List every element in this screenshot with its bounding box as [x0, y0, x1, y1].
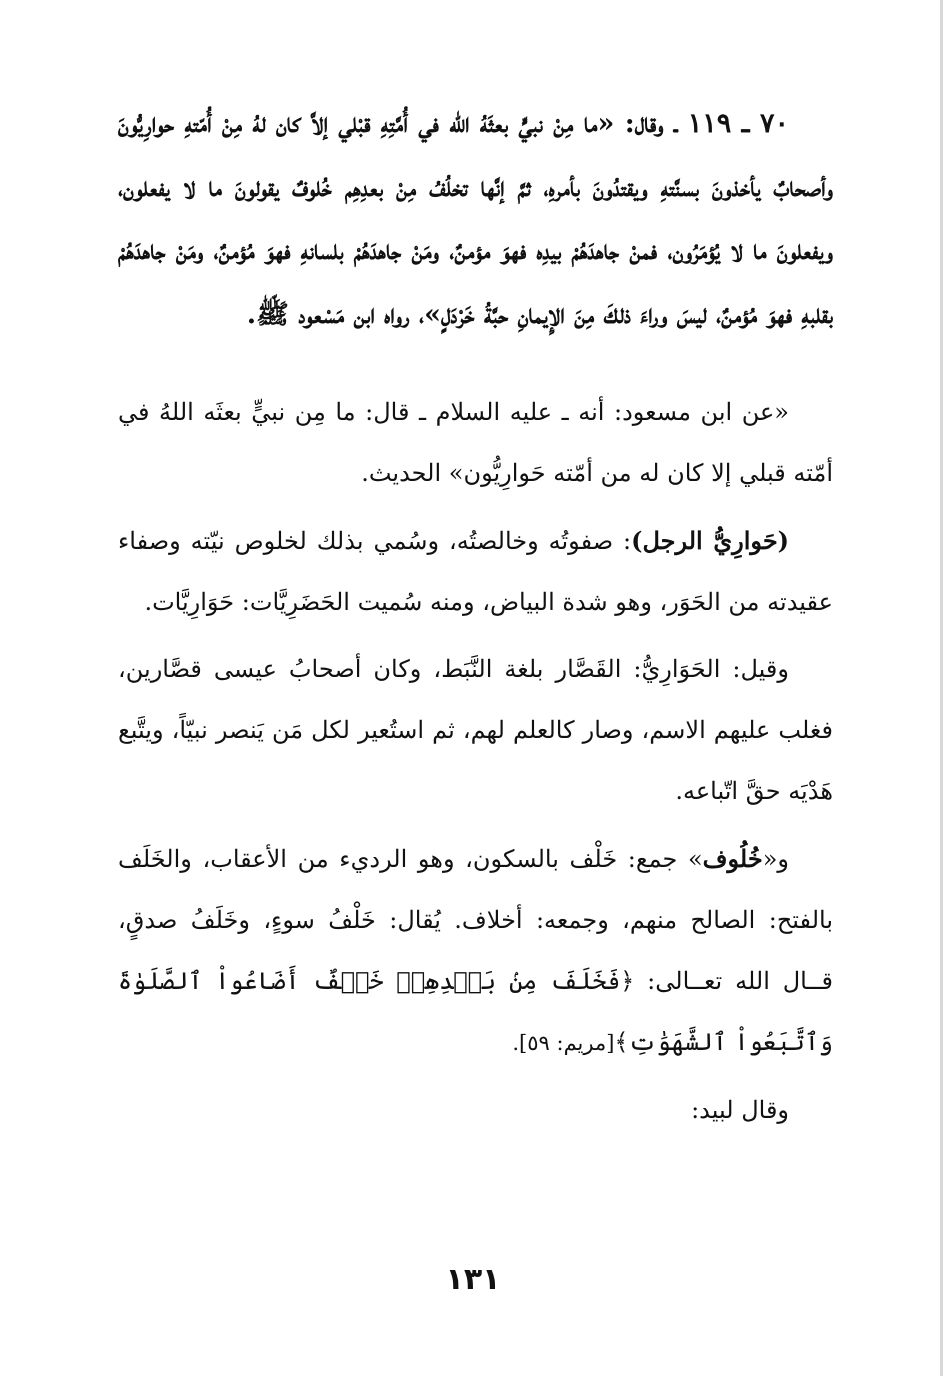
- khuluf-prefix: و«: [762, 845, 789, 873]
- book-page: [118, 92, 833, 1352]
- khuluf-text: » جمع: خَلْف بالسكون، وهو الرديء من الأعقاب، والخَلَف بالفتح: الصالح منهم، وجمعه: أخلاف. يُقال: خَلْفُ سوءٍ، وخَلَفُ صدقٍ، قــال الله تعــالى:: [118, 845, 834, 995]
- hawari-definition: : صفوتُه وخالصتُه، وسُمي بذلك لخلوص نيّته وصفاء عقيدته من الحَوَر، وهو شدة البياض، ومنه سُميت الحَضَرِيَّات: حَوَارِيَّات.: [118, 527, 833, 616]
- labid-line: وقال لبيد:: [691, 1096, 789, 1124]
- hawari-paragraph: [118, 510, 833, 633]
- page-edge: [940, 0, 943, 1376]
- qila-paragraph: وقيل: الحَوَارِيُّ: القَصَّار بلغة النَّبَط، وكان أصحابُ عيسى قصَّارين، فغلب عليهم الاسم، وصار كالعلم لهم، ثم استُعير لكل مَن يَنصر نبيّاً، ويتَّبع هَدْيَه حقَّ اتّباعه.: [118, 655, 833, 805]
- page-number: ١٣١: [445, 1262, 501, 1297]
- quran-verse: ﴿فَخَلَفَ مِنۢ بَعۡدِهِمۡ خَلۡفٌ أَضَاعُواْ ٱلصَّلَوٰةَ وَٱتَّبَعُواْ ٱلشَّهَوَٰتِ﴾: [118, 967, 833, 1056]
- hadith-text: ٧٠ ـ ١١٩ ـ وقال: «ما مِنْ نبيٍّ بعثَهُ الله في أُمَّتِهِ قبْلي إلاَّ كان لهُ مِنْ أُمّتهِ حوارِيُّونَ وأصحابٌ يأخذونَ بسنَّتهِ ويقتدُونَ بأمرهِ، ثمَّ إنَّها تخلُفُ مِنْ بعدِهِم خُلوفٌ يقولونَ ما لا يفعلون، ويفعلونَ ما لا يُؤمَرُون، فمنْ جاهدَهُمْ بيدِه فهوَ مؤمنٌ، ومَنْ جاهدَهُمْ بلسانهِ فهوَ مُؤمنٌ، ومَنْ جاهدَهُمْ بقلبهِ فهوَ مُؤمنٌ، ليسَ وراءَ ذلكَ مِنَ الإِيمانِ حبَّةُ خَرْدَلٍ»، رواه ابن مَسْعود ﷺ.: [118, 108, 833, 330]
- khuluf-paragraph: [118, 828, 833, 1074]
- khuluf-term: خُلُوف: [702, 844, 763, 873]
- narration-paragraph: «عن ابن مسعود: أنه ـ عليه السلام ـ قال: ما مِن نبيٍّ بعثَه اللهُ في أمّته قبلي إلا كان له من أمّته حَوارِيُّون» الحديث.: [118, 398, 833, 487]
- quran-reference: [مريم: ٥٩].: [512, 1031, 615, 1055]
- hawari-term: (حَوارِيُّ الرجل): [631, 526, 790, 555]
